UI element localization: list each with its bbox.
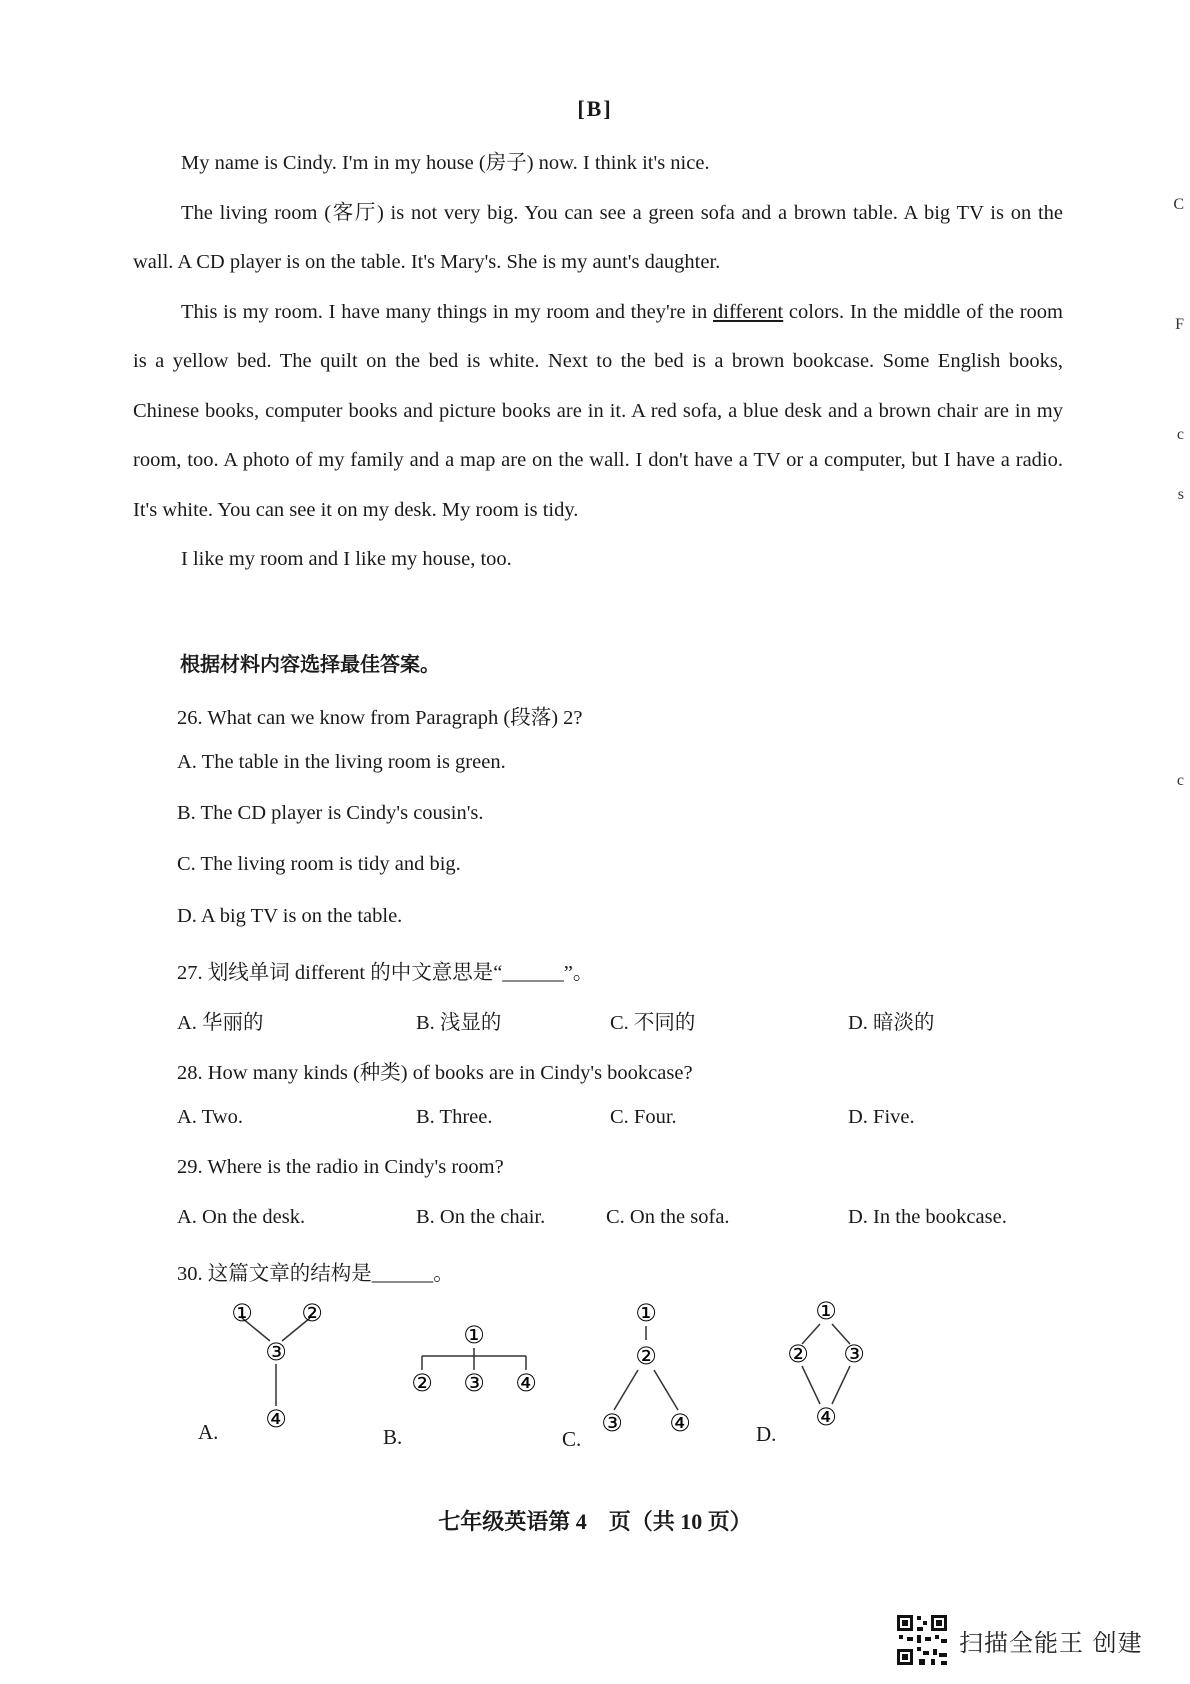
- question-26-option-b: B. The CD player is Cindy's cousin's.: [177, 802, 484, 824]
- node-4: ④: [515, 1369, 537, 1397]
- edge-mark-3: c: [1176, 426, 1184, 443]
- question-26-option-a: A. The table in the living room is green.: [177, 751, 506, 773]
- paragraph-3-start: This is my room. I have many things in my room and they're in: [181, 300, 713, 323]
- reading-passage: [133, 139, 1063, 585]
- question-28-option-c: C. Four.: [610, 1106, 677, 1128]
- question-28: 28. How many kinds (种类) of books are in Cindy's bookcase?: [177, 1062, 693, 1084]
- structure-diagram-b: [406, 1320, 546, 1410]
- question-27-option-c: C. 不同的: [610, 1012, 696, 1034]
- question-29-option-c: C. On the sofa.: [606, 1206, 730, 1228]
- scanner-watermark: [895, 1613, 1143, 1667]
- question-28-option-a: A. Two.: [177, 1106, 243, 1128]
- node-4: ④: [265, 1405, 287, 1433]
- page-footer: 七年级英语第 4 页（共 10 页）: [438, 1509, 752, 1534]
- question-28-option-d: D. Five.: [848, 1106, 915, 1128]
- scanner-text: 扫描全能王 创建: [959, 1628, 1143, 1657]
- question-27-option-a: A. 华丽的: [177, 1012, 264, 1034]
- question-26: 26. What can we know from Paragraph (段落) 2?: [177, 707, 583, 729]
- question-27: 27. 划线单词 different 的中文意思是“______”。: [177, 962, 594, 984]
- paragraph-3: [133, 288, 1063, 536]
- diagram-c-label: C.: [562, 1427, 582, 1451]
- node-4: ④: [815, 1403, 837, 1431]
- paragraph-1: My name is Cindy. I'm in my house (房子) now. I think it's nice.: [181, 152, 710, 174]
- node-3: ③: [463, 1369, 485, 1397]
- structure-diagram-c: [592, 1296, 702, 1456]
- node-3: ③: [601, 1409, 623, 1437]
- question-29-option-d: D. In the bookcase.: [848, 1206, 1007, 1228]
- paragraph-4: I like my room and I like my house, too.: [181, 548, 512, 570]
- edge-mark-4: s: [1177, 486, 1184, 503]
- edge-mark-5: c: [1176, 772, 1184, 789]
- paragraph-3-rest: colors. In the middle of the room is a yellow bed. The quilt on the bed is white. Next to the bed is a brown bookcase. Some English books, Chinese books, computer books and picture books are in it. A red sofa, a blue desk and a brown chair are in my room, too. A photo of my family and a map are on the wall. I don't have a TV or a computer, but I have a radio. It's white. You can see it on my desk. My room is tidy.: [133, 300, 1063, 521]
- underlined-word: different: [713, 300, 784, 323]
- section-label: [B]: [577, 96, 613, 121]
- node-1: ①: [231, 1299, 253, 1327]
- question-26-option-c: C. The living room is tidy and big.: [177, 853, 461, 875]
- diagram-d-label: D.: [756, 1422, 777, 1446]
- node-2: ②: [635, 1342, 657, 1370]
- edge-mark-1: C: [1173, 196, 1184, 213]
- node-2: ②: [787, 1340, 809, 1368]
- node-2: ②: [301, 1299, 323, 1327]
- diagram-a-label: A.: [198, 1420, 219, 1444]
- question-27-option-d: D. 暗淡的: [848, 1012, 935, 1034]
- paragraph-2: The living room (客厅) is not very big. You can see a green sofa and a brown table. A big TV is on the wall. A CD player is on the table. It's Mary's. She is my aunt's daughter.: [133, 201, 1063, 273]
- node-3: ③: [265, 1338, 287, 1366]
- structure-diagram-a: [222, 1296, 342, 1446]
- node-2: ②: [411, 1369, 433, 1397]
- question-26-option-d: D. A big TV is on the table.: [177, 905, 403, 927]
- question-28-option-b: B. Three.: [416, 1106, 493, 1128]
- question-29-option-b: B. On the chair.: [416, 1206, 546, 1228]
- node-1: ①: [635, 1299, 657, 1327]
- question-27-option-b: B. 浅显的: [416, 1012, 502, 1034]
- node-4: ④: [669, 1409, 691, 1437]
- structure-diagram-d: [778, 1296, 878, 1446]
- question-29: 29. Where is the radio in Cindy's room?: [177, 1156, 504, 1178]
- instruction: 根据材料内容选择最佳答案。: [180, 652, 440, 676]
- diagram-b-label: B.: [383, 1425, 403, 1449]
- edge-mark-2: F: [1175, 316, 1184, 333]
- node-1: ①: [463, 1321, 485, 1349]
- node-1: ①: [815, 1297, 837, 1325]
- question-29-option-a: A. On the desk.: [177, 1206, 306, 1228]
- node-3: ③: [843, 1340, 865, 1368]
- question-30: 30. 这篇文章的结构是______。: [177, 1263, 454, 1285]
- qr-code-icon: [895, 1613, 949, 1667]
